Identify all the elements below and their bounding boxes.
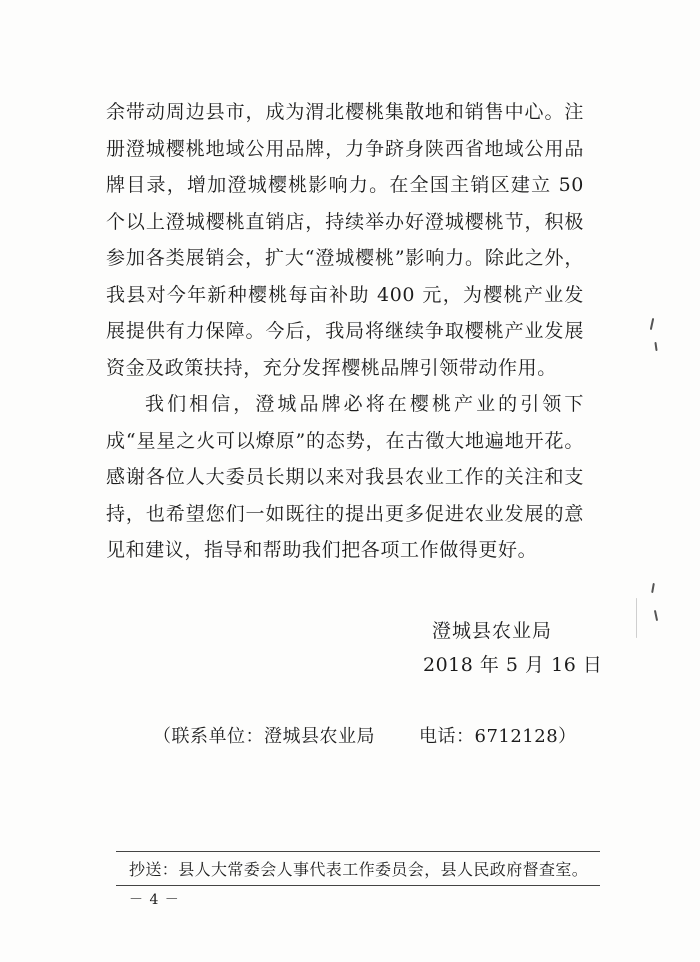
cc-bottom-rule [116,885,600,886]
contact-unit: （联系单位：澄城县农业局 [153,726,375,747]
margin-mark [654,342,657,351]
paragraph-closing: 我们相信，澄城品牌必将在樱桃产业的引领下成“星星之火可以燎原”的态势，在古徵大地遍地开花。感谢各位人大委员长期以来对我县农业工作的关注和支持，也希望您们一如既往的提出更多促进农业发展的意见和建议，指导和帮助我们把各项工作做得更好。 [106,393,584,561]
cc-top-rule [116,851,600,852]
contact-phone: 电话：6712128） [419,726,577,747]
signature-organization: 澄城县农业局 [432,620,553,642]
signature-date: 2018 年 5 月 16 日 [423,654,603,676]
document-body [106,94,584,569]
margin-mark [651,583,655,593]
margin-mark [636,598,637,638]
page-number: － 4 － [129,892,180,908]
margin-mark [654,610,658,621]
cc-line: 抄送：县人大常委会人事代表工作委员会，县人民政府督查室。 [129,860,589,879]
margin-mark [650,318,654,330]
contact-line [153,722,577,748]
paragraph-continuation: 余带动周边县市，成为渭北樱桃集散地和销售中心。注册澄城樱桃地域公用品牌，力争跻身陕西省地域公用品牌目录，增加澄城樱桃影响力。在全国主销区建立 50 个以上澄城樱桃直销店，持续举办好澄城樱桃节，积极参加各类展销会，扩大“澄城樱桃”影响力。除此之外，我县对今年新种樱桃每亩补助 400 元，为樱桃产业发展提供有力保障。今后，我局将继续争取樱桃产业发展资金及政策扶持，充分发挥樱桃品牌引领带动作用。 [106,101,584,379]
